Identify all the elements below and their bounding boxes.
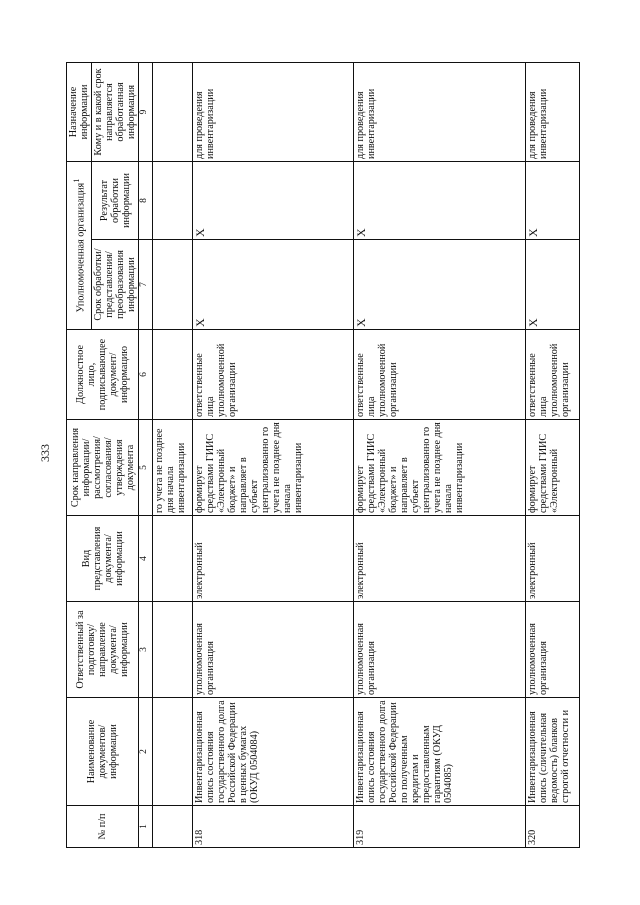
- recipient: для проведения инвентаризации: [193, 62, 354, 161]
- header-group-authorized-org-label: Уполномоченная организация: [75, 182, 87, 313]
- responsible: уполномоченная организация: [193, 602, 354, 698]
- header-responsible: Ответственный за подготовку/ направление документа/ информации: [67, 602, 139, 698]
- row-num: 318: [193, 806, 354, 848]
- column-number-row: [139, 62, 152, 847]
- official: ответственные лица уполномоченной организации: [353, 330, 525, 420]
- header-recipient: Кому и в какой срок направляется обработанная информация: [92, 62, 139, 161]
- col-number: 4: [139, 516, 152, 602]
- header-official: Должностное лицо, подписывающее документ/ информацию: [67, 330, 139, 420]
- recipient: для проведения инвентаризации: [525, 62, 579, 161]
- result: X: [353, 161, 525, 239]
- table-row: [353, 62, 525, 847]
- header-group-authorized-org: [67, 161, 92, 329]
- processing-time: X: [353, 240, 525, 330]
- col-number: 6: [139, 330, 152, 420]
- official: ответственные лица уполномоченной организации: [193, 330, 354, 420]
- col-number: 9: [139, 62, 152, 161]
- processing-time: X: [525, 240, 579, 330]
- deadline: формирует средствами ГИИС «Электронный бюджет» и направляет в субъект централизованно го учета не позднее дня начала инвентаризации: [353, 420, 525, 516]
- form: электронный: [353, 516, 525, 602]
- table-cell: [152, 516, 193, 602]
- col-number: 8: [139, 161, 152, 239]
- processing-time: X: [193, 240, 354, 330]
- table-cell: [152, 806, 193, 848]
- page-number: 333: [38, 444, 52, 462]
- deadline: формирует средствами ГИИС «Электронный: [525, 420, 579, 516]
- continuation-deadline: го учета не позднее дня начала инвентаризации: [152, 420, 193, 516]
- col-number: 1: [139, 806, 152, 848]
- table-row: [525, 62, 579, 847]
- table-cell: [152, 330, 193, 420]
- table-cell: [152, 240, 193, 330]
- row-num: 319: [353, 806, 525, 848]
- table-cell: [152, 62, 193, 161]
- table-row: [193, 62, 354, 847]
- header-result: Результат обработки информации: [92, 161, 139, 239]
- result: X: [193, 161, 354, 239]
- responsible: уполномоченная организация: [525, 602, 579, 698]
- doc-name: Инвентаризационная опись (сличительная ведомость) бланков строгой отчетности и: [525, 698, 579, 806]
- doc-name: Инвентаризационная опись состояния государственного долга Российской Федерации в ценных бумагах (ОКУД 0504084): [193, 698, 354, 806]
- form: электронный: [193, 516, 354, 602]
- header-deadline: Срок направления информации/ рассмотрения/ согласования/ утверждения документа: [67, 420, 139, 516]
- col-number: 2: [139, 698, 152, 806]
- header-processing-time: Срок обработки/ представления/ преобразования информации: [92, 240, 139, 330]
- doc-name: Инвентаризационная опись состояния государственного долга Российской Федерации по полученным кредитам и предоставленным гарантиям (ОКУД 0504085): [353, 698, 525, 806]
- table-cell: [152, 161, 193, 239]
- table-cell: [152, 602, 193, 698]
- form: электронный: [525, 516, 579, 602]
- header-num: № п/п: [67, 806, 139, 848]
- recipient: для проведения инвентаризации: [353, 62, 525, 161]
- responsible: уполномоченная организация: [353, 602, 525, 698]
- header-form: Вид представления документа/ информации: [67, 516, 139, 602]
- inventory-document-table: [66, 62, 580, 848]
- footnote-marker: 1: [70, 178, 81, 183]
- header-row-1: [67, 62, 92, 847]
- header-doc-name: Наименование документов/ информации: [67, 698, 139, 806]
- header-group-purpose: Назначение информации: [67, 62, 92, 161]
- result: X: [525, 161, 579, 239]
- continuation-row: [152, 62, 193, 847]
- row-num: 320: [525, 806, 579, 848]
- col-number: 7: [139, 240, 152, 330]
- col-number: 5: [139, 420, 152, 516]
- table-cell: [152, 698, 193, 806]
- col-number: 3: [139, 602, 152, 698]
- deadline: формирует средствами ГИИС «Электронный бюджет» и направляет в субъект централизованно го учета не позднее дня начала инвентаризации: [193, 420, 354, 516]
- official: ответственные лица уполномоченной организации: [525, 330, 579, 420]
- rotated-table-container: [66, 63, 580, 848]
